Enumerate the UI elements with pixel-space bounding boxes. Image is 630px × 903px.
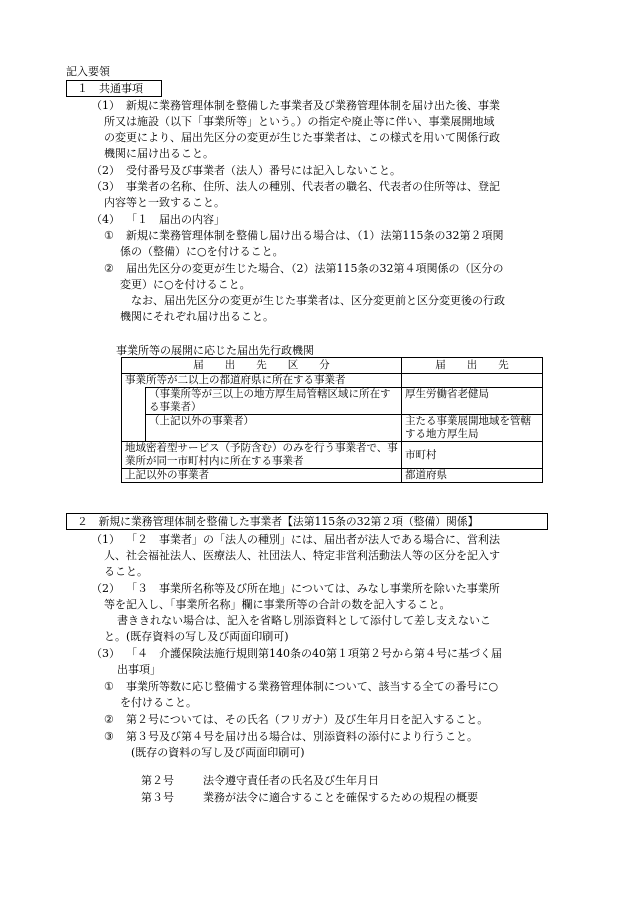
s2-sub3-line: 第３号及び第４号を届け出る場合は、別添資料の添付により行うこと。 — [126, 730, 478, 743]
s2-sub2-num: ② — [104, 713, 114, 726]
s1-sub1-line: 係の（整備）に○を付けること。 — [120, 245, 284, 258]
s1-item1-line: 所又は施設（以下「事業所等」という。）の指定や廃止等に伴い、事業展開地域 — [104, 115, 495, 128]
s2-item3-line: 出事項」 — [117, 663, 161, 676]
s2-item2-line: 書ききれない場合は、記入を省略し別添資料として添付して差し支えないこ — [117, 614, 491, 627]
table-indent-cell — [122, 388, 146, 415]
table-row — [122, 415, 543, 442]
table-cell: （上記以外の事業者） — [146, 415, 402, 442]
table-row — [122, 442, 543, 469]
s1-item3-line: 事業者の名称、住所、法人の種別、代表者の職名、代表者の住所等は、登記 — [126, 180, 500, 193]
table-cell: 主たる事業展開地域を管轄する地方厚生局 — [402, 415, 543, 442]
s2-sub3-num: ③ — [104, 730, 114, 743]
s1-item1-line: の変更により、届出先区分の変更が生じた事業者は、この様式を用いて関係行政 — [104, 131, 500, 144]
s2-item1-line: 人、社会福祉法人、医療法人、社団法人、特定非営利活動法人等の区分を記入す — [104, 549, 500, 562]
s1-sub2-line: 届出先区分の変更が生じた場合、（2）法第115条の32第４項関係の（区分の — [126, 262, 504, 275]
s1-sub1-num: ① — [104, 229, 114, 242]
destination-table — [121, 357, 543, 483]
note-key: 第２号 — [141, 774, 174, 787]
table-cell: 都道府県 — [402, 469, 543, 483]
s2-item3-num: （3） — [91, 647, 120, 660]
s1-item1-line: 機関に届け出ること。 — [104, 147, 214, 160]
s2-sub2-line: 第２号については、その氏名（フリガナ）及び生年月日を記入すること。 — [126, 713, 489, 726]
s1-item3-num: （3） — [91, 180, 120, 193]
s1-sub2-line: なお、届出先区分の変更が生じた事業者は、区分変更前と区分変更後の行政 — [131, 294, 505, 307]
s1-item2-text: 受付番号及び事業者（法人）番号には記入しないこと。 — [126, 164, 401, 177]
s1-item1-num: （1） — [91, 99, 120, 112]
s2-sub3-line: (既存の資料の写し及び両面印刷可) — [131, 746, 305, 759]
doc-title: 記入要領 — [66, 65, 110, 78]
table-cell — [402, 374, 543, 388]
table-cell: 事業所等が二以上の都道府県に所在する事業者 — [122, 374, 402, 388]
table-row — [122, 374, 543, 388]
s1-item2-num: （2） — [91, 164, 120, 177]
table-title: 事業所等の展開に応じた届出先行政機関 — [116, 344, 314, 357]
col-header-category: 届 出 先 区 分 — [122, 358, 402, 374]
table-cell: 地域密着型サービス（予防含む）のみを行う事業者で、事業所が同一市町村内に所在する事業者 — [122, 442, 402, 469]
col-header-destination: 届 出 先 — [402, 358, 543, 374]
s2-item1-line: ること。 — [104, 565, 148, 578]
s2-item1-line: 「２ 事業者」の「法人の種別」には、届出者が法人である場合に、営利法 — [126, 533, 500, 546]
s2-sub1-num: ① — [104, 680, 114, 693]
note-value: 業務が法令に適合することを確保するための規程の概要 — [203, 791, 478, 804]
s1-item1-line: 新規に業務管理体制を整備した事業者及び業務管理体制を届け出た後、事業 — [126, 99, 500, 112]
s1-item4-label: 「１ 届出の内容」 — [126, 213, 225, 226]
s1-sub2-line: 機関にそれぞれ届け出ること。 — [120, 310, 274, 323]
s2-sub1-line: を付けること。 — [120, 696, 197, 709]
s2-item2-line: 等を記入し、「事業所名称」欄に事業所等の合計の数を記入すること。 — [104, 598, 451, 611]
s2-item2-line: と。(既存資料の写し及び両面印刷可) — [104, 630, 289, 643]
note-key: 第３号 — [141, 791, 174, 804]
s1-sub2-num: ② — [104, 262, 114, 275]
s1-sub1-line: 新規に業務管理体制を整備し届け出る場合は、（1）法第115条の32第２項関 — [126, 229, 504, 242]
s2-item2-num: （2） — [91, 582, 120, 595]
table-indent-cell — [122, 415, 146, 442]
s2-item1-num: （1） — [91, 533, 120, 546]
table-cell: 上記以外の事業者 — [122, 469, 402, 483]
table-cell: 厚生労働省老健局 — [402, 388, 543, 415]
s2-item2-line: 「３ 事業所名称等及び所在地」については、みなし事業所を除いた事業所 — [126, 582, 500, 595]
section2-heading: ２ 新規に業務管理体制を整備した事業者【法第115条の32第２項（整備）関係】 — [66, 513, 548, 530]
table-row — [122, 469, 543, 483]
s1-item3-line: 内容等と一致すること。 — [104, 196, 225, 209]
s1-item1-text — [126, 98, 500, 114]
s2-item3-line: 「４ 介護保険法施行規則第140条の40第１項第２号から第４号に基づく届 — [126, 647, 502, 660]
table-row — [122, 388, 543, 415]
s2-sub1-line: 事業所等数に応じ整備する業務管理体制について、該当する全ての番号に○ — [126, 680, 499, 693]
section1-heading: １ 共通事項 — [66, 80, 162, 97]
table-cell: 市町村 — [402, 442, 543, 469]
s1-sub2-line: 変更）に○を付けること。 — [120, 278, 251, 291]
table-cell: （事業所等が三以上の地方厚生局管轄区域に所在する事業者） — [146, 388, 402, 415]
s1-item1-cont — [104, 114, 500, 162]
note-value: 法令遵守責任者の氏名及び生年月日 — [203, 774, 379, 787]
table-header-row — [122, 358, 543, 374]
s1-item4-num: （4） — [91, 213, 120, 226]
